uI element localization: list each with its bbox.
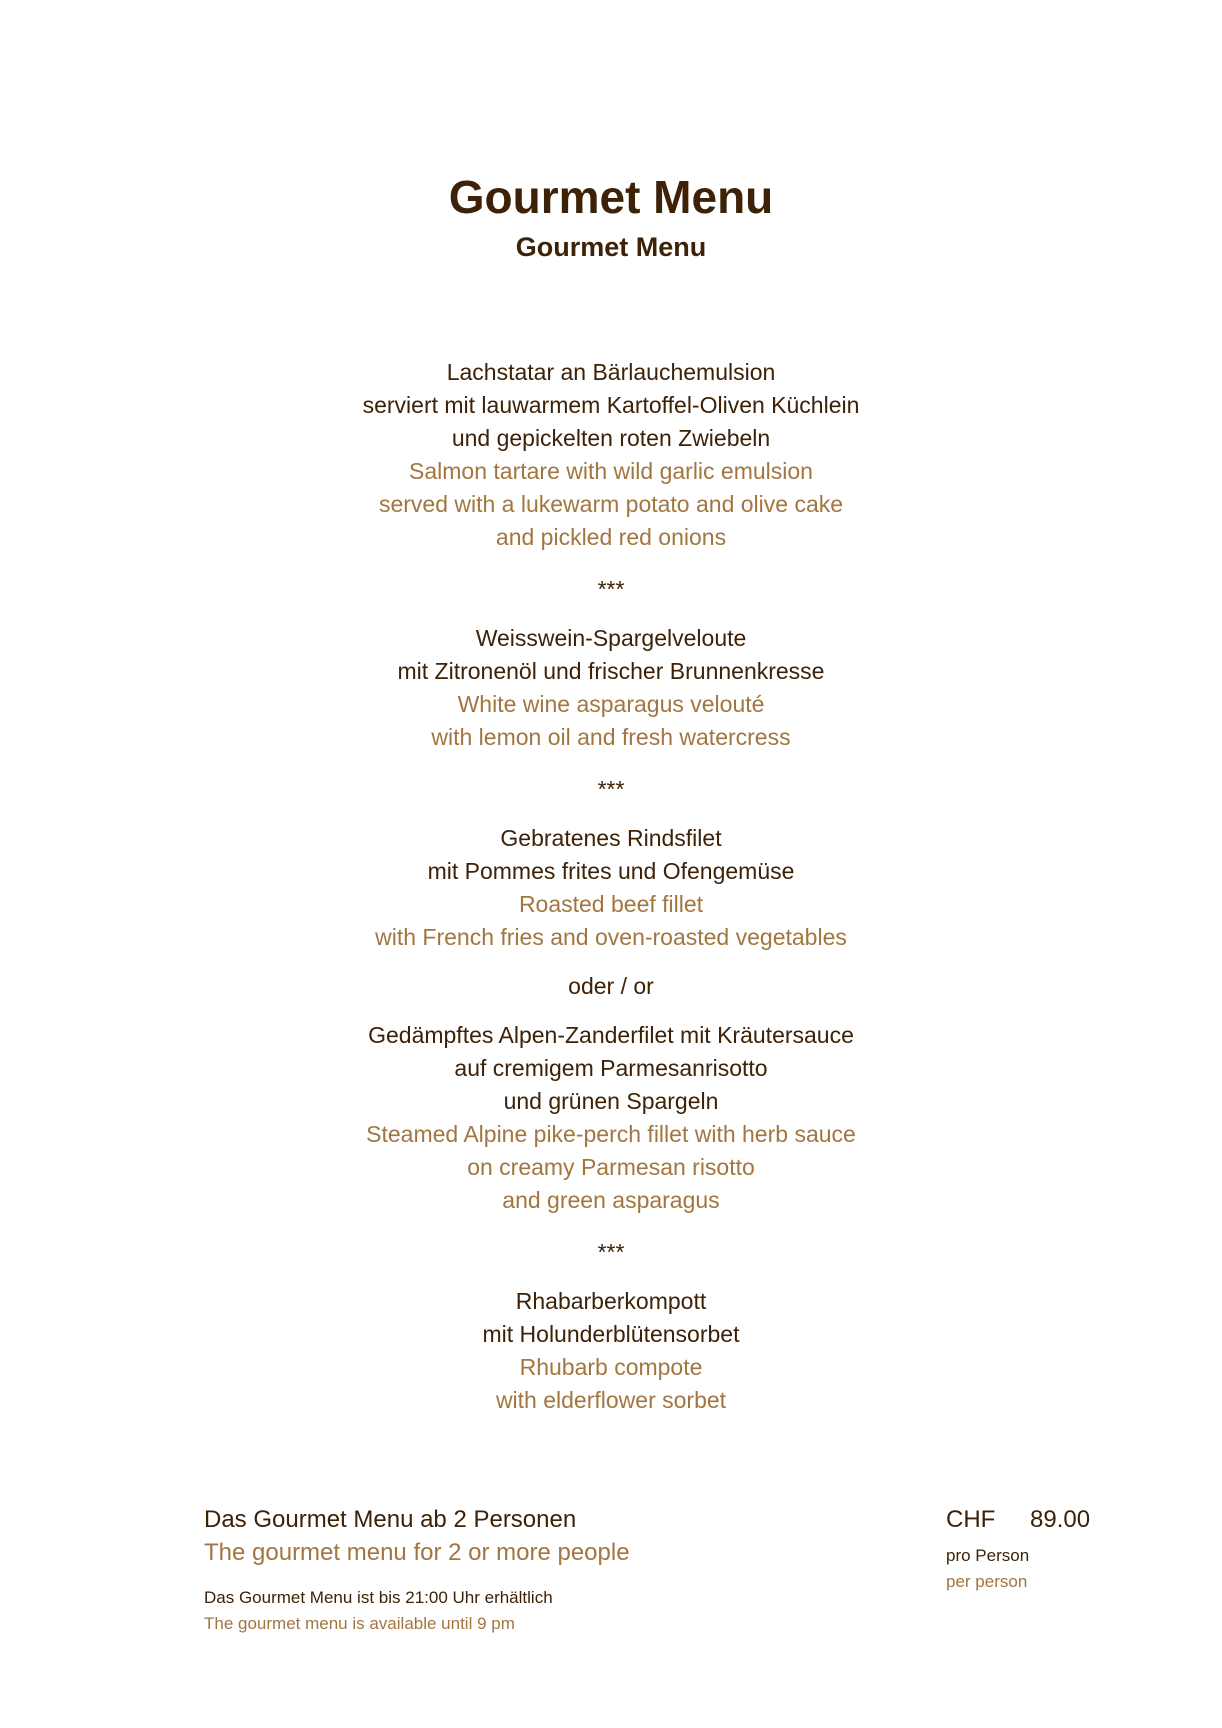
course-description-en: with elderflower sorbet (495, 1387, 727, 1413)
course-separator: *** (597, 776, 625, 802)
course-list (0, 356, 1222, 1417)
course-main-fish (0, 1019, 1222, 1217)
course-description-en: Roasted beef fillet (518, 891, 704, 917)
price-amount: 89.00 (1030, 1506, 1091, 1533)
course-description-de: und gepickelten roten Zwiebeln (451, 425, 771, 451)
course-description-en: Steamed Alpine pike-perch fillet with herb sauce (366, 1121, 856, 1147)
course-description-de: Rhabarberkompott (515, 1288, 707, 1314)
availability-note-en: The gourmet menu is available until 9 pm (204, 1614, 515, 1633)
course-separator: *** (597, 1239, 625, 1265)
course-description-de: mit Zitronenöl und frischer Brunnenkresse (397, 658, 825, 684)
course-description-de: auf cremigem Parmesanrisotto (454, 1055, 768, 1081)
course-description-en: White wine asparagus velouté (457, 691, 765, 717)
course-starter (0, 356, 1222, 554)
course-description-de: Lachstatar an Bärlauchemulsion (446, 359, 776, 385)
min-people-note-de: Das Gourmet Menu ab 2 Personen (204, 1506, 577, 1533)
alternative-label: oder / or (568, 973, 654, 999)
course-description-de: Gebratenes Rindsfilet (500, 825, 722, 851)
course-description-en: and pickled red onions (495, 524, 727, 550)
course-separator: *** (597, 576, 625, 602)
availability-note (204, 1585, 854, 1637)
course-description-en: with lemon oil and fresh watercress (431, 724, 791, 750)
course-dessert (0, 1285, 1222, 1417)
per-person-en: per person (946, 1572, 1028, 1591)
course-description-de: Weisswein-Spargelveloute (475, 625, 747, 651)
per-person-de: pro Person (946, 1546, 1030, 1565)
per-person-note (946, 1543, 1106, 1595)
course-description-de: mit Pommes frites und Ofengemüse (427, 858, 795, 884)
page-title: Gourmet Menu (448, 171, 774, 223)
course-description-en: with French fries and oven-roasted vegetables (375, 924, 847, 950)
price (946, 1503, 1106, 1536)
price-block (946, 1503, 1106, 1595)
course-soup (0, 622, 1222, 754)
availability-note-de: Das Gourmet Menu ist bis 21:00 Uhr erhältlich (204, 1588, 553, 1607)
footer-info (204, 1503, 854, 1637)
course-description-de: serviert mit lauwarmem Kartoffel-Oliven Küchlein (362, 392, 860, 418)
course-description-en: Salmon tartare with wild garlic emulsion (409, 458, 813, 484)
course-description-de: und grünen Spargeln (503, 1088, 719, 1114)
course-description-en: on creamy Parmesan risotto (467, 1154, 755, 1180)
menu-header (0, 168, 1222, 264)
course-description-de: mit Holunderblütensorbet (482, 1321, 740, 1347)
course-description-en: and green asparagus (502, 1187, 720, 1213)
course-description-en: Rhubarb compote (519, 1354, 703, 1380)
price-currency: CHF (946, 1506, 996, 1533)
page-subtitle: Gourmet Menu (515, 232, 707, 262)
min-people-note-en: The gourmet menu for 2 or more people (204, 1539, 630, 1566)
course-main-beef (0, 822, 1222, 954)
course-description-en: served with a lukewarm potato and olive cake (378, 491, 844, 517)
course-description-de: Gedämpftes Alpen-Zanderfilet mit Kräutersauce (368, 1022, 854, 1048)
